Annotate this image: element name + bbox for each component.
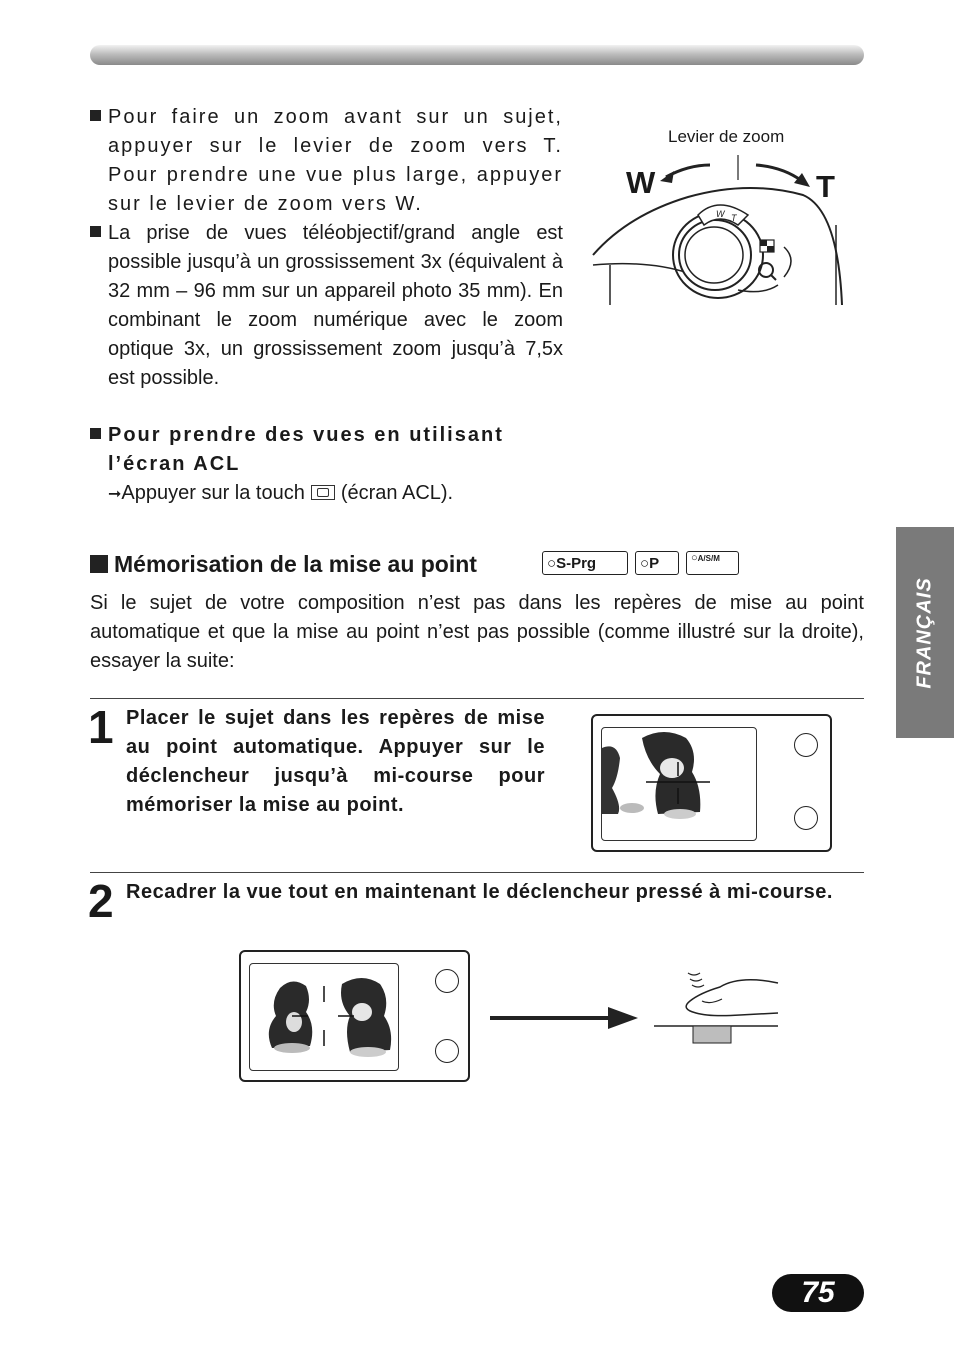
lcd-instruction-post: (écran ACL).	[340, 482, 454, 504]
screen-button-top	[794, 733, 818, 757]
dogs-image	[602, 728, 757, 841]
half-press-finger-icon	[650, 965, 780, 1045]
section-square-icon	[90, 555, 108, 573]
bullet-range-text: La prise de vues téléobjectif/grand angle est possible jusqu’à un grossissement 3x (équivalent à 32 mm – 96 mm sur un appareil photo 35 mm). En combinant le zoom numérique avec le zoom optique 3x, un grossissement zoom jusqu’à 7,5x est possible.	[108, 222, 563, 389]
step-1-number: 1	[88, 701, 114, 753]
zoom-lever-label: Levier de zoom	[668, 127, 785, 146]
page-number: 75	[772, 1274, 864, 1312]
mode-asm-label: A/S/M	[697, 554, 720, 563]
mode-sprg-label: S-Prg	[556, 555, 597, 572]
zoom-t-label: T	[816, 169, 835, 204]
bullet-zoom	[90, 103, 563, 219]
lcd-screen-step2	[239, 950, 470, 1082]
bullet-square-icon	[90, 110, 101, 121]
lcd-viewfinder	[601, 727, 757, 841]
section-title-text: Mémorisation de la mise au point	[114, 551, 477, 577]
dogs-reframed-image	[250, 964, 399, 1071]
bullet-range	[90, 219, 563, 393]
camera-top-drawing	[588, 125, 858, 315]
language-side-tab	[896, 527, 954, 738]
mode-badge-sprg	[542, 551, 628, 575]
arrow-right-icon	[490, 1005, 640, 1031]
bullet-lcd-title: Pour prendre des vues en utilisant l’écran ACL	[108, 424, 504, 475]
lcd-instruction-pre: Appuyer sur la touch	[121, 482, 305, 504]
step-2-text: Recadrer la vue tout en maintenant le déclencheur pressé à mi-course.	[126, 881, 833, 903]
step-divider	[90, 698, 864, 699]
mode-badge-asm	[686, 551, 739, 575]
section-intro: Si le sujet de votre composition n’est pas dans les repères de mise au point automatique et que la mise au point n’est pas possible (comme illustré sur la droite), essayer la suite:	[90, 592, 864, 672]
mode-p-label: P	[649, 555, 660, 572]
section-title	[90, 549, 477, 579]
mode-circle-icon: ○	[691, 552, 698, 564]
mode-circle-icon: ○	[640, 555, 650, 572]
bullet-square-icon	[90, 226, 101, 237]
lcd-button-icon	[311, 485, 335, 500]
step-2-number: 2	[88, 875, 114, 927]
screen-button-top	[435, 969, 459, 993]
screen-button-bottom	[794, 806, 818, 830]
bullet-lcd	[90, 421, 563, 479]
zoom-lever-figure	[588, 125, 858, 315]
bullet-square-icon	[90, 428, 101, 439]
lcd-viewfinder	[249, 963, 399, 1071]
arrow-right-icon: ➞	[108, 486, 122, 503]
zoom-w-label: W	[626, 165, 656, 200]
screen-button-bottom	[435, 1039, 459, 1063]
step-divider	[90, 872, 864, 873]
header-bar	[90, 45, 864, 65]
svg-text:T: T	[731, 213, 737, 223]
lcd-instruction	[108, 479, 568, 509]
mode-badge-p	[635, 551, 679, 575]
step-1-text: Placer le sujet dans les repères de mise au point automatique. Appuyer sur le déclencheur jusqu’à mi-course pour mémoriser la mise au point.	[126, 707, 545, 816]
bullet-zoom-text: Pour faire un zoom avant sur un sujet, appuyer sur le levier de zoom vers T. Pour prendre une vue plus large, appuyer sur le levier de zoom vers W.	[108, 106, 563, 215]
svg-text:W: W	[716, 209, 725, 219]
mode-circle-icon: ○	[547, 555, 557, 572]
lcd-screen-step1	[591, 714, 832, 852]
language-tab-label: FRANÇAIS	[913, 576, 936, 689]
